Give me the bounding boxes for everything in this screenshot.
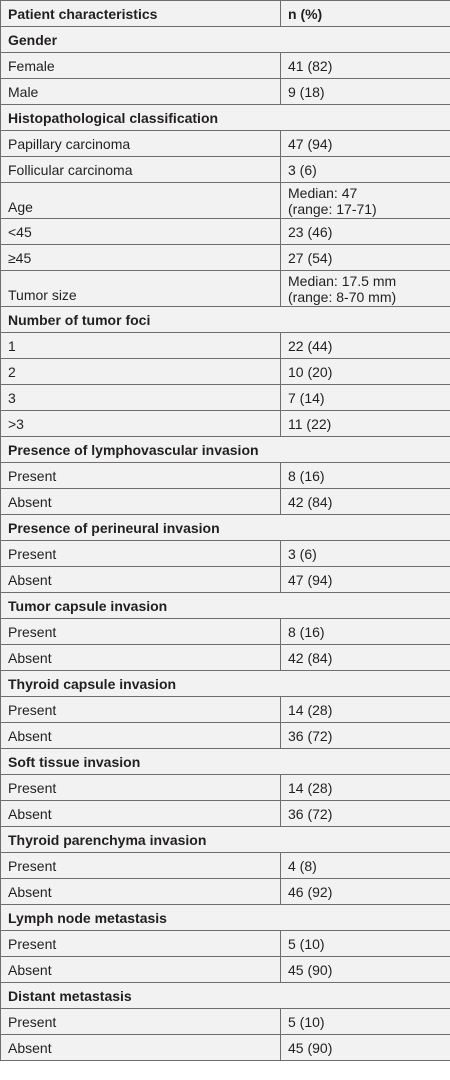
row-value: 42 (84) <box>281 645 450 671</box>
section-header-row <box>1 515 450 541</box>
table-row <box>1 219 450 245</box>
row-label: Absent <box>1 1035 281 1061</box>
row-value: 36 (72) <box>281 801 450 827</box>
table-row <box>1 697 450 723</box>
section-header-row <box>1 671 450 697</box>
row-value: 8 (16) <box>281 463 450 489</box>
table-row <box>1 489 450 515</box>
row-label: Absent <box>1 801 281 827</box>
row-label: >3 <box>1 411 281 437</box>
row-label: Follicular carcinoma <box>1 157 281 183</box>
row-label: Female <box>1 53 281 79</box>
section-header-row <box>1 983 450 1009</box>
row-label: Present <box>1 619 281 645</box>
section-label: Tumor capsule invasion <box>1 593 450 619</box>
row-value: 3 (6) <box>281 157 450 183</box>
row-label: Present <box>1 775 281 801</box>
section-label: Distant metastasis <box>1 983 450 1009</box>
table-row <box>1 957 450 983</box>
table-row <box>1 245 450 271</box>
row-label: Present <box>1 541 281 567</box>
section-header-row <box>1 105 450 131</box>
row-label: Papillary carcinoma <box>1 131 281 157</box>
header-n-percent: n (%) <box>281 1 450 27</box>
table-row <box>1 723 450 749</box>
section-header-row <box>1 593 450 619</box>
table-row <box>1 619 450 645</box>
section-label: Thyroid capsule invasion <box>1 671 450 697</box>
table-row <box>1 801 450 827</box>
row-value: 42 (84) <box>281 489 450 515</box>
table-row <box>1 853 450 879</box>
row-label: Male <box>1 79 281 105</box>
row-value: 10 (20) <box>281 359 450 385</box>
row-label: <45 <box>1 219 281 245</box>
row-value: 41 (82) <box>281 53 450 79</box>
row-label: Tumor size <box>1 271 281 307</box>
table-row <box>1 385 450 411</box>
row-label: Absent <box>1 957 281 983</box>
row-value <box>281 183 450 219</box>
row-label: Absent <box>1 645 281 671</box>
section-header-row <box>1 437 450 463</box>
row-value-line: Median: 47 <box>288 185 358 201</box>
table-row <box>1 359 450 385</box>
table-row <box>1 463 450 489</box>
section-label: Presence of lymphovascular invasion <box>1 437 450 463</box>
table-row <box>1 333 450 359</box>
table-row <box>1 541 450 567</box>
row-value: 5 (10) <box>281 931 450 957</box>
row-value: 36 (72) <box>281 723 450 749</box>
section-header-row <box>1 307 450 333</box>
table-row <box>1 411 450 437</box>
row-value-range: (range: 17-71) <box>288 201 377 217</box>
row-value: 8 (16) <box>281 619 450 645</box>
row-label: Present <box>1 697 281 723</box>
row-value: 11 (22) <box>281 411 450 437</box>
header-patient-characteristics: Patient characteristics <box>1 1 281 27</box>
table-body <box>1 27 450 1061</box>
section-label: Thyroid parenchyma invasion <box>1 827 450 853</box>
row-value: 14 (28) <box>281 775 450 801</box>
table-row <box>1 157 450 183</box>
row-value: 7 (14) <box>281 385 450 411</box>
row-label: Absent <box>1 723 281 749</box>
row-value: 47 (94) <box>281 567 450 593</box>
row-value: 23 (46) <box>281 219 450 245</box>
row-label: Absent <box>1 567 281 593</box>
row-value: 3 (6) <box>281 541 450 567</box>
section-label: Number of tumor foci <box>1 307 450 333</box>
row-value: 4 (8) <box>281 853 450 879</box>
table-header-row <box>1 1 450 27</box>
row-value: 46 (92) <box>281 879 450 905</box>
row-value: 22 (44) <box>281 333 450 359</box>
row-value: 45 (90) <box>281 957 450 983</box>
row-value: 9 (18) <box>281 79 450 105</box>
section-label: Histopathological classification <box>1 105 450 131</box>
row-label: Absent <box>1 489 281 515</box>
row-value <box>281 271 450 307</box>
table-row <box>1 131 450 157</box>
table-row <box>1 931 450 957</box>
section-label: Lymph node metastasis <box>1 905 450 931</box>
row-label: Present <box>1 463 281 489</box>
row-value: 14 (28) <box>281 697 450 723</box>
table-row <box>1 1009 450 1035</box>
table-row <box>1 567 450 593</box>
table-row <box>1 53 450 79</box>
row-label: 2 <box>1 359 281 385</box>
row-label: 3 <box>1 385 281 411</box>
table-row <box>1 183 450 219</box>
row-label: ≥45 <box>1 245 281 271</box>
section-label: Soft tissue invasion <box>1 749 450 775</box>
section-label: Gender <box>1 27 450 53</box>
table-row <box>1 271 450 307</box>
table-row <box>1 645 450 671</box>
row-label: Present <box>1 931 281 957</box>
section-header-row <box>1 827 450 853</box>
table-row <box>1 1035 450 1061</box>
row-label: Age <box>1 183 281 219</box>
row-value-line: Median: 17.5 mm <box>288 273 397 289</box>
row-label: Present <box>1 853 281 879</box>
row-value: 5 (10) <box>281 1009 450 1035</box>
row-label: 1 <box>1 333 281 359</box>
table-row <box>1 79 450 105</box>
row-label: Present <box>1 1009 281 1035</box>
section-label: Presence of perineural invasion <box>1 515 450 541</box>
table-row <box>1 879 450 905</box>
row-label: Absent <box>1 879 281 905</box>
row-value: 45 (90) <box>281 1035 450 1061</box>
section-header-row <box>1 905 450 931</box>
row-value-range: (range: 8-70 mm) <box>288 289 397 305</box>
section-header-row <box>1 27 450 53</box>
row-value: 47 (94) <box>281 131 450 157</box>
row-value: 27 (54) <box>281 245 450 271</box>
table-row <box>1 775 450 801</box>
section-header-row <box>1 749 450 775</box>
